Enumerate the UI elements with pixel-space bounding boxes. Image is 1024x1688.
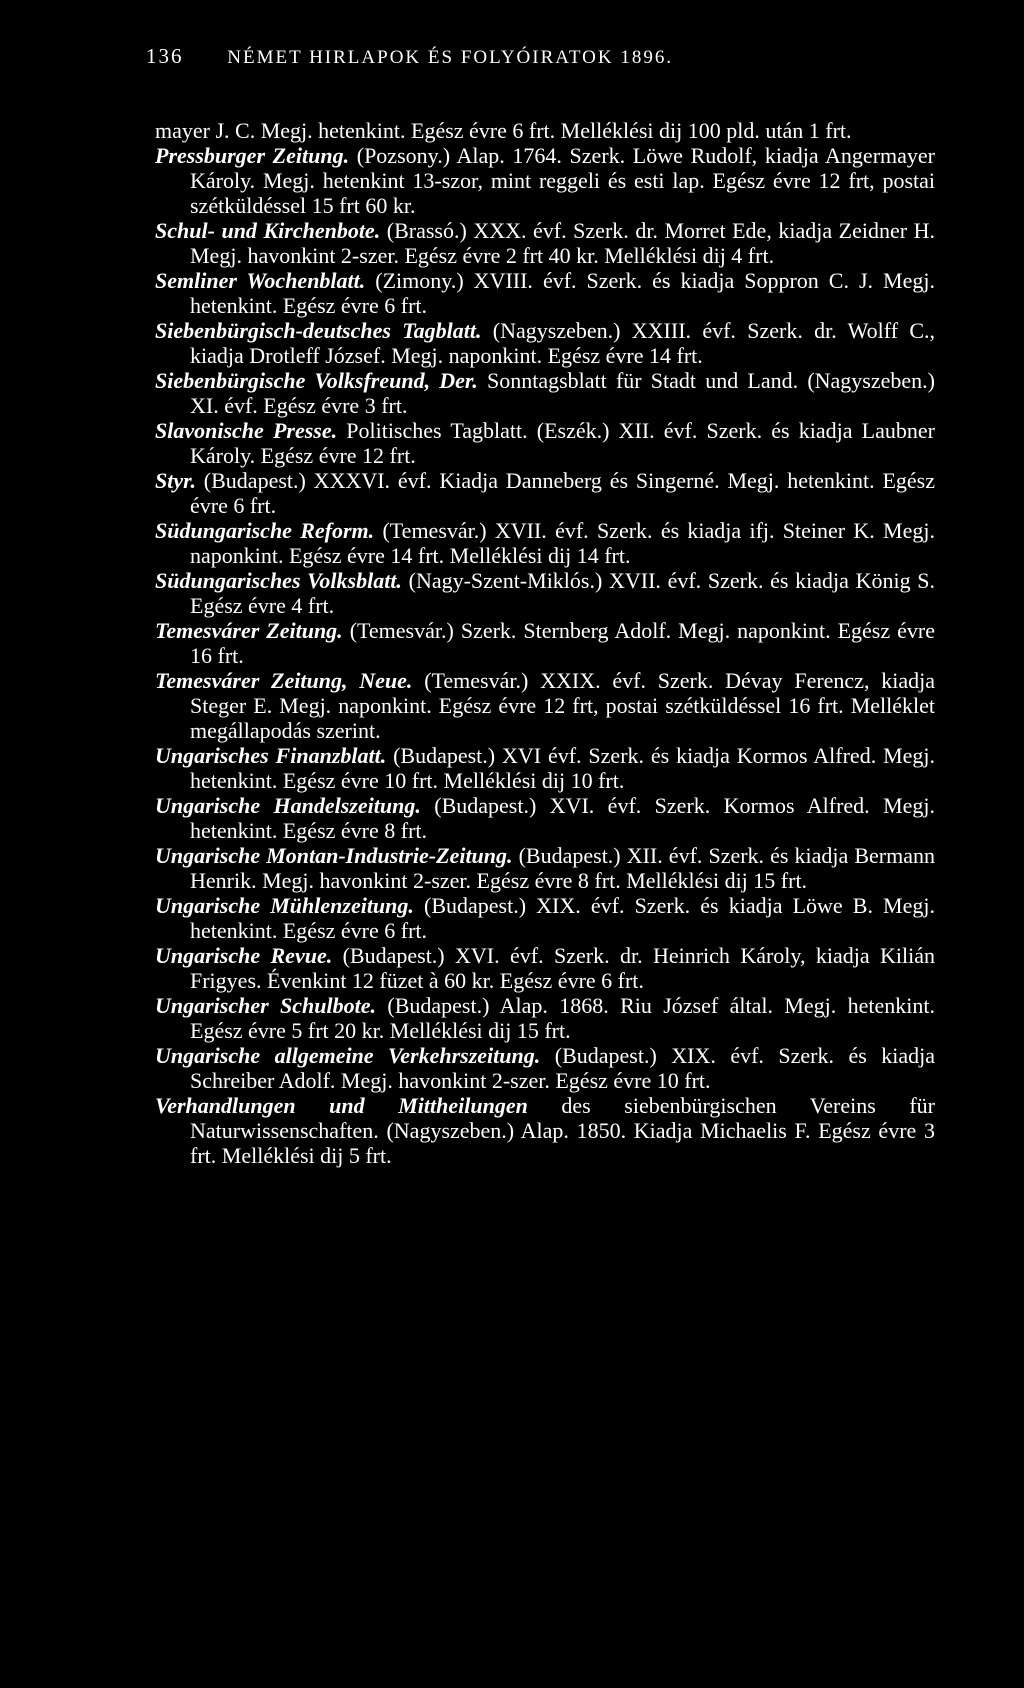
list-item [155, 218, 935, 268]
entry-text: (Budapest.) XIX. évf. Szerk. és kiadja Schreiber Adolf. Megj. havonkint 2-szer. Egész évre 10 frt. [190, 1043, 935, 1093]
entry-list [155, 118, 935, 1168]
list-item [155, 568, 935, 618]
entry-text: (Temesvár.) XVII. évf. Szerk. és kiadja ifj. Steiner K. Megj. naponkint. Egész évre 14 frt. Melléklési dij 14 frt. [190, 518, 935, 568]
entry-text: (Budapest.) XVI. évf. Szerk. dr. Heinrich Károly, kiadja Kilián Frigyes. Évenkint 12 füzet à 60 kr. Egész évre 6 frt. [190, 943, 935, 993]
entry-title: Ungarische Revue. [155, 943, 333, 968]
entry-title: Siebenbürgische Volksfreund, Der. [155, 368, 478, 393]
entry-title: Pressburger Zeitung. [155, 143, 350, 168]
list-item [155, 418, 935, 468]
list-item [155, 368, 935, 418]
list-item [155, 993, 935, 1043]
entry-text: des siebenbürgischen Vereins für Naturwissenschaften. (Nagyszeben.) Alap. 1850. Kiadja Michaelis F. Egész évre 3 frt. Melléklési dij 5 frt. [190, 1093, 935, 1168]
entry-text: mayer J. C. Megj. hetenkint. Egész évre 6 frt. Melléklési dij 100 pld. után 1 frt. [155, 118, 852, 143]
entry-title: Südungarisches Volksblatt. [155, 568, 402, 593]
list-item [155, 1043, 935, 1093]
entry-title: Ungarischer Schulbote. [155, 993, 377, 1018]
entry-text: (Nagy-Szent-Miklós.) XVII. évf. Szerk. és kiadja König S. Egész évre 4 frt. [190, 568, 936, 618]
entry-text: (Temesvár.) XXIX. évf. Szerk. Dévay Ferencz, kiadja Steger E. Megj. naponkint. Egész évre 12 frt, postai szétküldéssel 16 frt. Melléklet megállapodás szerint. [190, 668, 935, 743]
list-item [155, 468, 935, 518]
list-item [155, 893, 935, 943]
running-title: NÉMET HIRLAPOK ÉS FOLYÓIRATOK 1896. [227, 47, 674, 68]
entry-text: Politisches Tagblatt. (Eszék.) XII. évf. Szerk. és kiadja Laubner Károly. Egész évre 12 frt. [190, 418, 935, 468]
entry-text: (Budapest.) XIX. évf. Szerk. és kiadja Löwe B. Megj. hetenkint. Egész évre 6 frt. [190, 893, 935, 943]
entry-title: Siebenbürgisch-deutsches Tagblatt. [155, 318, 482, 343]
entry-text: (Budapest.) XVI évf. Szerk. és kiadja Kormos Alfred. Megj. hetenkint. Egész évre 10 frt. Melléklési dij 10 frt. [190, 743, 936, 793]
entry-title: Temesvárer Zeitung, Neue. [155, 668, 413, 693]
list-item [155, 843, 935, 893]
list-item [155, 618, 935, 668]
entry-text: (Budapest.) XII. évf. Szerk. és kiadja Bermann Henrik. Megj. havonkint 2-szer. Egész évre 8 frt. Melléklési dij 15 frt. [190, 843, 935, 893]
page-header [146, 44, 766, 69]
entry-text: (Nagyszeben.) XXIII. évf. Szerk. dr. Wolff C., kiadja Drotleff József. Megj. naponkint. Egész évre 14 frt. [190, 318, 935, 368]
list-item [155, 668, 935, 743]
entry-title: Südungarische Reform. [155, 518, 375, 543]
entry-text: (Pozsony.) Alap. 1764. Szerk. Löwe Rudolf, kiadja Angermayer Károly. Megj. hetenkint 13-szor, mint reggeli és esti lap. Egész évre 12 frt, postai szétküldéssel 15 frt 60 kr. [190, 143, 935, 218]
entry-text: (Budapest.) XXXVI. évf. Kiadja Danneberg és Singerné. Megj. hetenkint. Egész évre 6 frt. [190, 468, 935, 518]
entry-text: (Brassó.) XXX. évf. Szerk. dr. Morret Ede, kiadja Zeidner H. Megj. havonkint 2-szer. Egész évre 2 frt 40 kr. Melléklési dij 4 frt. [190, 218, 935, 268]
entry-title: Slavonische Presse. [155, 418, 338, 443]
entry-title: Ungarische Montan-Industrie-Zeitung. [155, 843, 513, 868]
entry-title: Verhandlungen und Mittheilungen [155, 1093, 528, 1118]
list-item [155, 318, 935, 368]
entry-title: Styr. [155, 468, 196, 493]
entry-text: (Temesvár.) Szerk. Sternberg Adolf. Megj. naponkint. Egész évre 16 frt. [190, 618, 935, 668]
list-item [155, 118, 935, 143]
entry-text: (Budapest.) Alap. 1868. Riu József által. Megj. hetenkint. Egész évre 5 frt 20 kr. Melléklési dij 15 frt. [190, 993, 935, 1043]
entry-title: Temesvárer Zeitung. [155, 618, 343, 643]
list-item [155, 268, 935, 318]
entry-title: Ungarische Mühlenzeitung. [155, 893, 414, 918]
entry-title: Ungarische Handelszeitung. [155, 793, 421, 818]
list-item [155, 143, 935, 218]
list-item [155, 518, 935, 568]
list-item [155, 943, 935, 993]
page-number: 136 [146, 44, 184, 68]
entry-text: (Zimony.) XVIII. évf. Szerk. és kiadja Soppron C. J. Megj. hetenkint. Egész évre 6 frt. [190, 268, 935, 318]
entry-text: Sonntagsblatt für Stadt und Land. (Nagyszeben.) XI. évf. Egész évre 3 frt. [190, 368, 935, 418]
list-item [155, 743, 935, 793]
list-item [155, 793, 935, 843]
entry-text: (Budapest.) XVI. évf. Szerk. Kormos Alfred. Megj. hetenkint. Egész évre 8 frt. [190, 793, 936, 843]
list-item [155, 1093, 935, 1168]
entry-title: Schul- und Kirchenbote. [155, 218, 381, 243]
entry-title: Ungarisches Finanzblatt. [155, 743, 387, 768]
entry-title: Semliner Wochenblatt. [155, 268, 366, 293]
entry-title: Ungarische allgemeine Verkehrszeitung. [155, 1043, 541, 1068]
